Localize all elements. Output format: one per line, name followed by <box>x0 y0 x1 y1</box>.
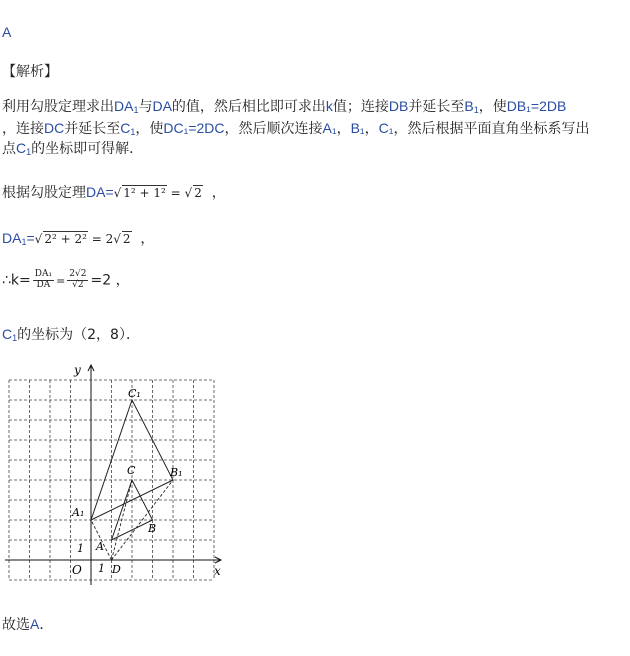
term-a1: A₁ <box>322 120 337 136</box>
paragraph-line-1 <box>2 98 566 117</box>
fraction-2 <box>67 270 88 291</box>
axis-y-label: y <box>74 363 81 377</box>
fraction-num: 2√2 <box>69 269 87 279</box>
term-c1: C <box>120 120 131 136</box>
text-segment: 点 <box>2 141 16 157</box>
term-db1-eq: DB₁=2DB <box>506 98 567 114</box>
term-dc: DC <box>44 120 65 136</box>
point-b1-label: B₁ <box>170 466 183 479</box>
x-tick-1: 1 <box>98 562 105 575</box>
term-b1: B₁ <box>350 120 365 136</box>
text-segment: 的值，然后相比即可求出 <box>171 99 326 115</box>
axis-x-label: x <box>214 564 221 578</box>
fraction-1 <box>33 270 54 291</box>
term-db: DB <box>388 98 409 114</box>
term-b1: B <box>464 98 474 114</box>
point-c-label: C <box>127 464 136 477</box>
conclusion-text: 故选 <box>2 617 30 633</box>
fraction-num: DA₁ <box>34 269 53 279</box>
conclusion-letter: A <box>30 616 40 632</box>
text-segment: ， <box>140 231 155 247</box>
conclusion-line <box>2 616 53 635</box>
term-c1-sub: 1 <box>26 147 32 157</box>
eq-radicand: 2² + 2² <box>44 232 87 246</box>
eq-sign: = <box>26 230 35 246</box>
eq-radicand: 1² + 1² <box>123 186 166 200</box>
text-segment: ， <box>364 121 379 137</box>
eq-tail: =2 ， <box>90 272 130 289</box>
eq-lhs: DA= <box>86 184 114 200</box>
coordinate-figure <box>0 360 240 590</box>
text-segment: ，使 <box>478 99 507 115</box>
eq-result: 2 <box>194 186 202 200</box>
point-a-label: A <box>96 540 104 553</box>
term-da1-sub: 1 <box>133 105 139 115</box>
answer-letter: A <box>2 24 12 40</box>
fraction-den: DA <box>36 279 51 290</box>
term-b1-sub: 1 <box>473 105 479 115</box>
origin-label: O <box>72 563 82 577</box>
term-c1-sub: 1 <box>12 333 18 343</box>
text-segment: 值；连接 <box>332 99 389 115</box>
analysis-header: 【解析】 <box>2 64 58 80</box>
conclusion-tail: ． <box>39 617 54 633</box>
equation-k: ∴k= $\frac{\text{DA₁}}{DA}$ = $\frac{2√2}{√2}$ =2 ， <box>2 269 130 290</box>
text-segment: 与 <box>138 99 153 115</box>
point-b-label: B <box>148 522 157 535</box>
text-segment: 并延长至 <box>64 121 121 137</box>
text-segment: ，然后根据平面直角坐标系写出 <box>393 121 590 137</box>
equation-da: 根据勾股定理DA=√ 1² + 1² = √ 2 ， <box>2 184 226 201</box>
eq-prefix: ∴k= <box>2 272 31 289</box>
term-c1: C <box>16 140 27 156</box>
term-dc1-eq: DC₁=2DC <box>163 120 225 136</box>
eq-lhs-sub: 1 <box>21 237 27 247</box>
eq-result: 2 <box>122 232 131 246</box>
axes <box>5 365 221 585</box>
fraction-den: √2 <box>72 279 84 290</box>
paragraph-line-2 <box>2 120 589 139</box>
coordinate-line <box>2 326 140 345</box>
term-da1: DA <box>114 98 134 114</box>
grid <box>9 380 214 580</box>
term-c1-sub: 1 <box>130 127 136 137</box>
point-a1-label: A₁ <box>72 506 85 519</box>
text-segment: ，连接 <box>2 121 44 137</box>
text-segment: 利用勾股定理求出 <box>2 99 114 115</box>
term-k: k <box>325 98 333 114</box>
paragraph-line-3 <box>2 140 143 159</box>
text-segment: 的坐标即可得解． <box>31 141 144 157</box>
text-segment: 并延长至 <box>408 99 465 115</box>
text-segment: ，使 <box>135 121 164 137</box>
text-segment: ， <box>211 185 226 201</box>
eq-mid: = <box>166 186 185 200</box>
eq-lhs: DA <box>2 230 22 246</box>
text-segment: 根据勾股定理 <box>2 185 86 201</box>
text-segment: ， <box>336 121 351 137</box>
y-tick-1: 1 <box>77 542 84 555</box>
coordinate-text: 的坐标为（2，8）． <box>17 327 140 343</box>
point-d-label: D <box>112 563 121 576</box>
term-c1: C <box>2 326 13 342</box>
term-c1: C₁ <box>378 120 394 136</box>
text-segment: ，然后顺次连接 <box>224 121 323 137</box>
term-da: DA <box>152 98 172 114</box>
eq-mid: = 2 <box>87 232 114 246</box>
equation-da1: $DA_1=√$ 2² + 2² = 2√ 2 ， <box>2 230 155 247</box>
point-c1-label: C₁ <box>128 387 141 400</box>
